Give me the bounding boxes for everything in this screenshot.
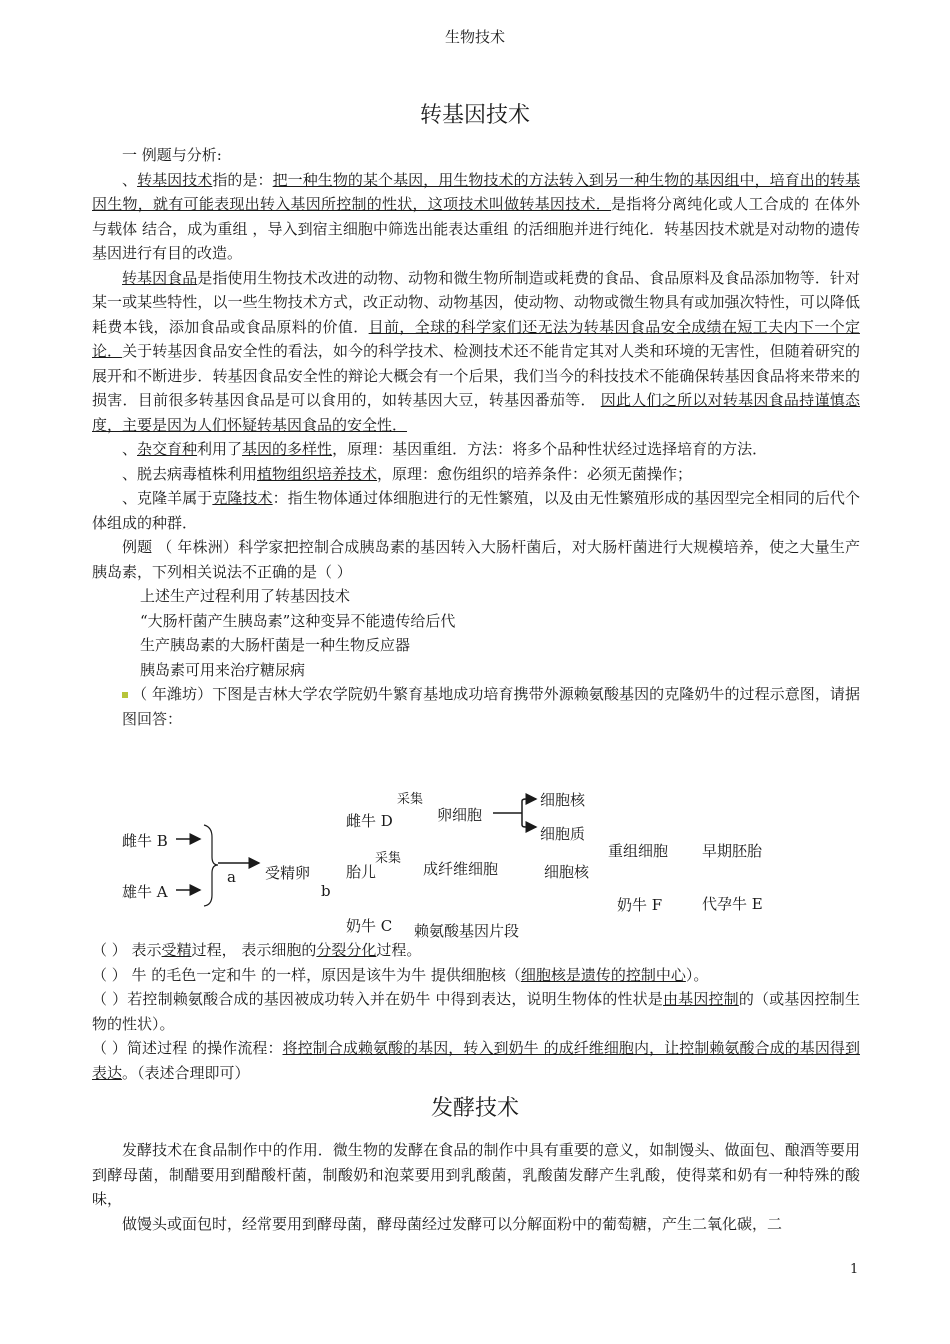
page-number: 1 [850, 1262, 859, 1277]
label-cytoplasm: 细胞质 [540, 825, 586, 843]
example-question: 例题 （ 年株洲）科学家把控制合成胰岛素的基因转入大肠杆菌后，对大肠杆菌进行大规模培养，使之大量生产胰岛素，下列相关说法不正确的是（ ） [92, 538, 860, 581]
title-transgenic: 转基因技术 [419, 103, 530, 128]
option-a: 上述生产过程利用了转基因技术 [140, 587, 351, 605]
sub-questions [92, 938, 860, 1085]
paragraph-3: 、杂交育种利用了基因的多样性，原理：基因重组．方法：将多个品种性状经过选择培育的方法． [122, 440, 768, 458]
option-c: 生产胰岛素的大肠杆菌是一种生物反应器 [140, 636, 411, 654]
sub-question-2: （ ） 牛 的毛色一定和牛 的一样，原因是该牛为牛 提供细胞核（细胞核是遗传的控制中心）。 [92, 965, 709, 984]
page-header: 生物技术 [444, 28, 505, 46]
section-heading: 一 例题与分析: [122, 146, 222, 164]
paragraph-4: 、脱去病毒植株利用植物组织培养技术，原理：愈伤组织的培养条件：必须无菌操作； [122, 464, 693, 483]
option-b: “大肠杆菌产生胰岛素”这种变异不能遗传给后代 [140, 611, 456, 630]
label-cow-d: 雌牛 D [346, 812, 393, 830]
label-process-a: a [227, 868, 236, 886]
label-recombinant-cell: 重组细胞 [608, 842, 669, 860]
label-cow-a: 雄牛 A [122, 883, 168, 901]
title-fermentation: 发酵技术 [430, 1096, 519, 1121]
label-nucleus-2: 细胞核 [544, 863, 590, 881]
sub-question-4: （ ）简述过程 的操作流程：将控制合成赖氨酸的基因，转入到奶牛 的成纤维细胞内，让控制赖氨酸合成的基因得到表达。（表述合理即可） [92, 1039, 860, 1082]
label-fibroblast: 成纤维细胞 [423, 860, 499, 878]
paragraph-5: 、克隆羊属于克隆技术：指生物体通过体细胞进行的无性繁殖，以及由无性繁殖形成的基因型完全相同的后代个体组成的种群． [92, 489, 860, 532]
paragraph-1: 、转基因技术指的是：把一种生物的某个基因，用生物技术的方法转入到另一种生物的基因组中，培育出的转基因生物，就有可能表现出转入基因所控制的性状，这项技术叫做转基因技术．是指将分离纯化或人工合成的 在体外与载体 结合，成为重组 ，导入到宿主细胞中筛选出能表达重组 的活细胞并进行纯化．转基因技术就是对动物的遗传基因进行有目的改造。 [92, 170, 860, 262]
label-collect-2: 采集 [375, 851, 402, 866]
paragraph-2: 转基因食品是指使用生物技术改进的动物、动物和微生物所制造或耗费的食品、食品原料及食品添加物等．针对某一或某些特性，以一些生物技术方式，改正动物、动物基因，使动物、动物或微生物具有或加强次特性，可以降低耗费本钱，添加食品或食品原料的价值．目前，全球的科学家们还无法为转基因食品安全成绩在短工夫内下一个定论．关于转基因食品安全性的看法，如今的科学技术、检测技术还不能肯定其对人类和环境的无害性，但随着研究的展开和不断进步．转基因食品安全性的辩论大概会有一个后果，我们当今的科技技术不能确保转基因食品将来带来的损害．目前很多转基因食品是可以食用的，如转基因大豆，转基因番茄等． 因此人们之所以对转基因食品持谨慎态度，主要是因为人们怀疑转基因食品的安全性． [92, 268, 860, 434]
question-2: （ 年潍坊）下图是吉林大学农学院奶牛繁育基地成功培育携带外源赖氨酸基因的克隆奶牛的过程示意图，请据图回答： [122, 685, 860, 728]
fermentation-paragraph-1: 发酵技术在食品制作中的作用．微生物的发酵在食品的制作中具有重要的意义，如制馒头、做面包、酿酒等要用到酵母菌，制醋要用到醋酸杆菌，制酸奶和泡菜要用到乳酸菌，乳酸菌发酵产生乳酸，使得菜和奶有一种特殊的酸味， [92, 1141, 860, 1208]
label-cow-b: 雌牛 B [122, 832, 168, 850]
section-transgenic [92, 143, 860, 731]
label-collect-1: 采集 [397, 792, 424, 807]
label-process-b: b [321, 882, 331, 900]
bullet-marker-icon [122, 692, 128, 698]
label-egg-cell: 卵细胞 [437, 806, 483, 824]
label-surrogate-e: 代孕牛 E [702, 895, 763, 913]
section-fermentation [92, 1138, 860, 1236]
label-fetus: 胎儿 [346, 863, 377, 881]
cloning-process-diagram [92, 785, 860, 943]
label-cow-f: 奶牛 F [617, 896, 663, 914]
sub-question-1: （ ） 表示受精过程， 表示细胞的分裂分化过程。 [92, 941, 422, 959]
sub-question-3: （ ）若控制赖氨酸合成的基因被成功转入并在奶牛 中得到表达，说明生物体的性状是由基因控制的（或基因控制生物的性状）。 [92, 990, 860, 1033]
label-lysine-gene: 赖氨酸基因片段 [414, 922, 520, 940]
label-fertilized-egg: 受精卵 [265, 864, 311, 882]
label-nucleus-1: 细胞核 [540, 791, 586, 809]
fermentation-paragraph-2: 做馒头或面包时，经常要用到酵母菌，酵母菌经过发酵可以分解面粉中的葡萄糖，产生二氧化碳，二 [122, 1214, 783, 1233]
label-early-embryo: 早期胚胎 [702, 842, 763, 860]
option-d: 胰岛素可用来治疗糖尿病 [140, 660, 306, 679]
label-cow-c: 奶牛 C [346, 917, 393, 935]
